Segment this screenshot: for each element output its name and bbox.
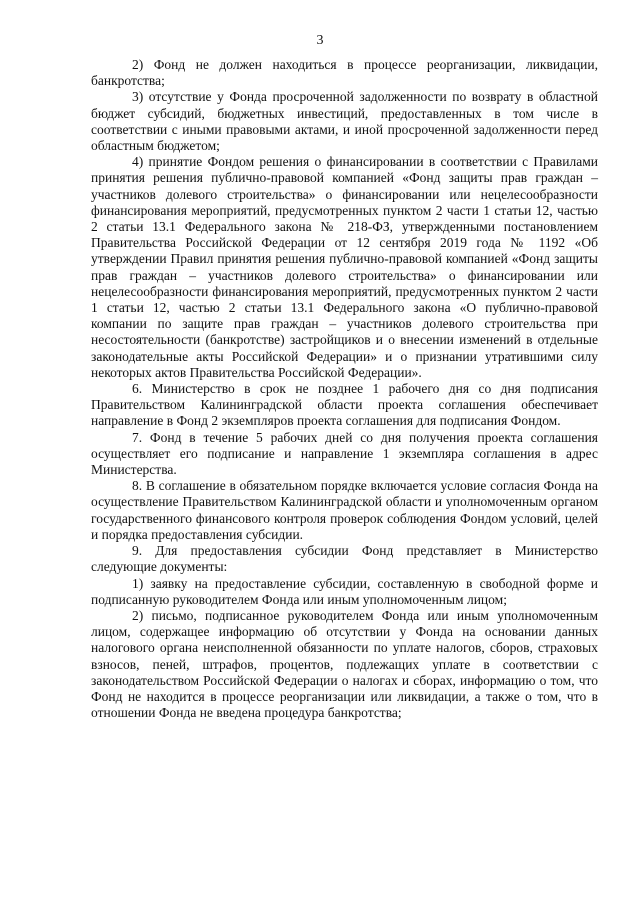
paragraph-item-3-no-debt: 3) отсутствие у Фонда просроченной задолженности по возврату в областной бюджет субсидий, бюджетных инвестиций, предоставленных в том числе в соответствии с иными правовыми актами, и иной просроченной задолженности перед областным бюджетом; (91, 89, 598, 154)
document-body (91, 57, 598, 721)
paragraph-7-fund-signs: 7. Фонд в течение 5 рабочих дней со дня получения проекта соглашения осуществляет его подписание и направление 1 экземпляра соглашения в адрес Министерства. (91, 429, 598, 478)
paragraph-item-2-not-reorganizing: 2) Фонд не должен находиться в процессе реорганизации, ликвидации, банкротства; (91, 57, 598, 89)
page-number: 3 (316, 33, 324, 48)
paragraph-8-consent-to-audit: 8. В соглашение в обязательном порядке включается условие согласия Фонда на осуществление Правительством Калининградской области и уполномоченным органом государственного финансового контроля проверок соблюдения Фондом условий, целей и порядка предоставления субсидии. (91, 478, 598, 542)
paragraph-9-2-letter: 2) письмо, подписанное руководителем Фонда или иным уполномоченным лицом, содержащее информацию об отсутствии у Фонда на основании данных налогового органа неисполненной обязанности по уплате налогов, сборов, страховых взносов, пеней, штрафов, процентов, подлежащих уплате в соответствии с законодательством Российской Федерации о налогах и сборах, информацию о том, что Фонд не находится в процессе реорганизации или ликвидации, а также о том, что в отношении Фонда не введена процедура банкротства; (91, 607, 598, 721)
paragraph-9-1-application: 1) заявку на предоставление субсидии, составленную в свободной форме и подписанную руководителем Фонда или иным уполномоченным лицом; (91, 575, 598, 607)
paragraph-6-ministry-sends-draft: 6. Министерство в срок не позднее 1 рабочего дня со дня подписания Правительством Калининградской области проекта соглашения обеспечивает направление в Фонд 2 экземпляров проекта соглашения для подписания Фондом. (91, 381, 598, 429)
paragraph-9-documents-required: 9. Для предоставления субсидии Фонд представляет в Министерство следующие документы: (91, 543, 598, 575)
paragraph-item-4-financing-decision: 4) принятие Фондом решения о финансировании в соответствии с Правилами принятия решения публично-правовой компанией «Фонд защиты прав граждан – участников долевого строительства» о финансировании или нецелесообразности финансирования мероприятий, предусмотренных пунктом 2 части 1 статьи 12, частью 2 статьи 13.1 Федерального закона № 218-ФЗ, утвержденными постановлением Правительства Российской Федерации от 12 сентября 2019 года № 1192 «Об утверждении Правил принятия решения публично-правовой компанией «Фонд защиты прав граждан – участников долевого строительства» о финансировании или нецелесообразности финансирования мероприятий, предусмотренных пунктом 2 части 1 статьи 12, частью 2 статьи 13.1 Федерального закона «О публично-правовой компании по защите прав граждан – участников долевого строительства при несостоятельности (банкротстве) застройщиков и о внесении изменений в отдельные законодательные акты Российской Федерации» и о признании утратившими силу некоторых актов Правительства Российской Федерации». (91, 154, 598, 380)
